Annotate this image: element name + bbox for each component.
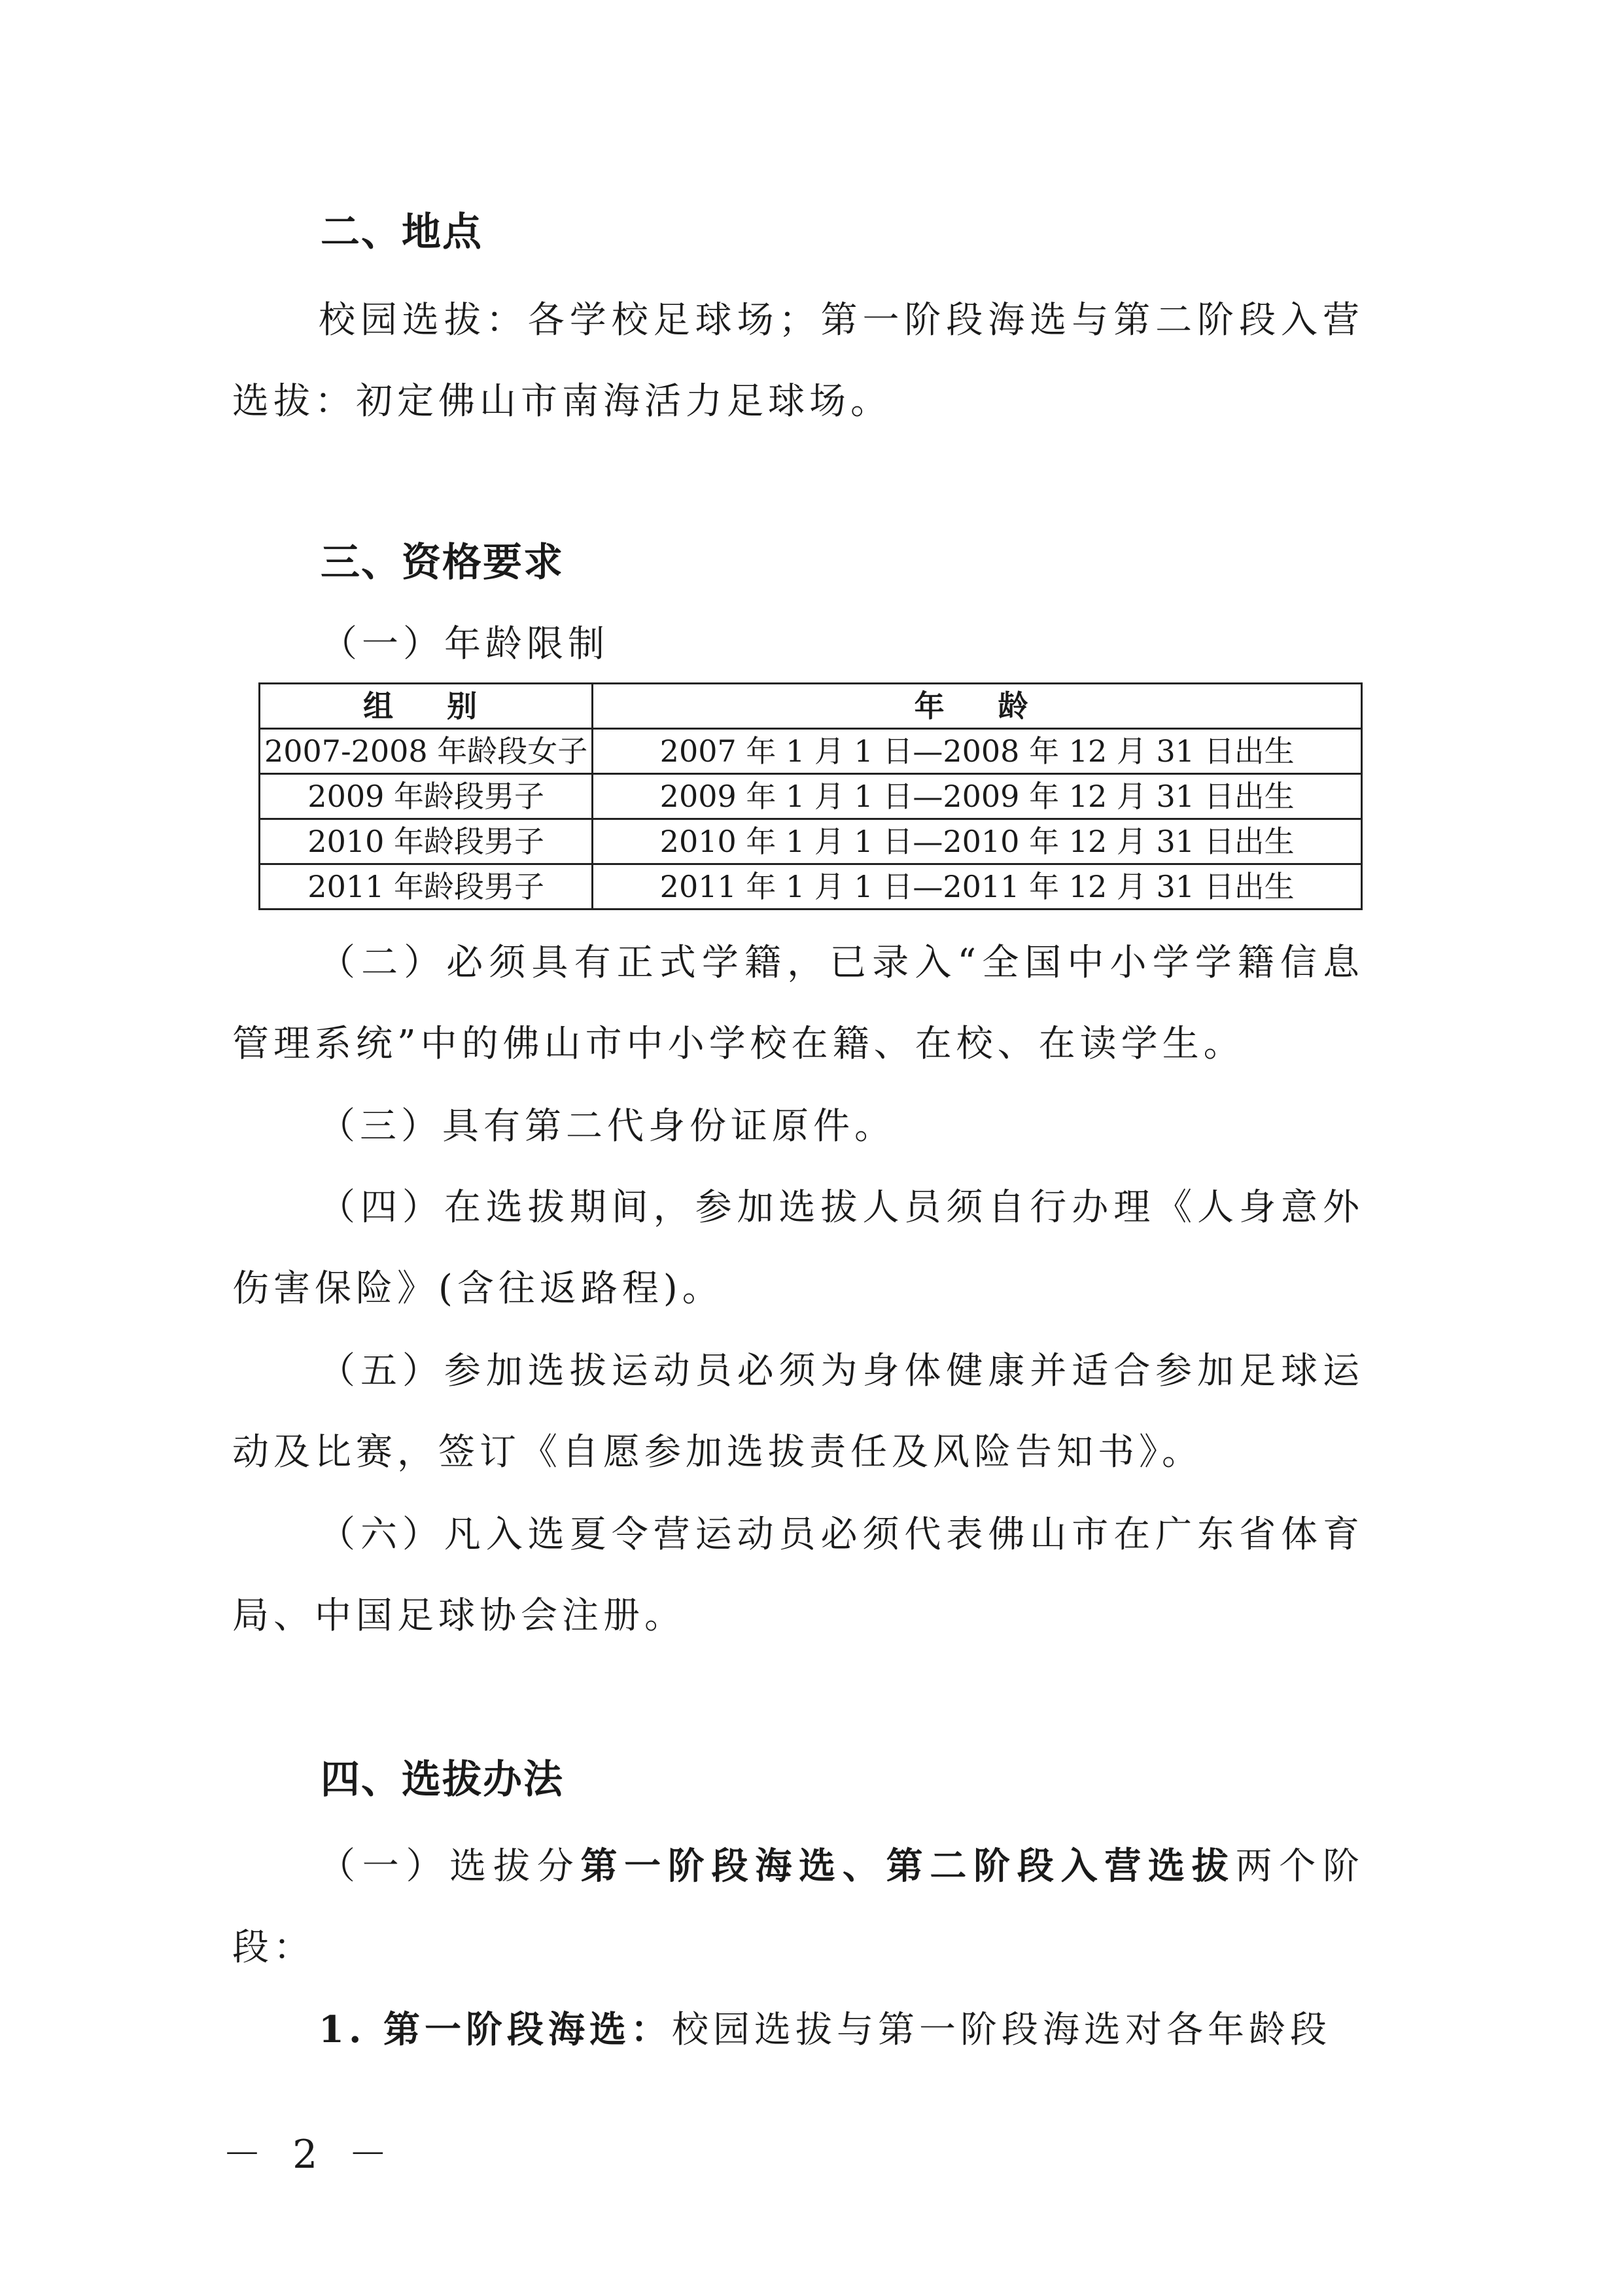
page-number: － 2 － [222, 2132, 397, 2178]
table-header-group: 组 别 [260, 684, 593, 729]
age-limit-table [258, 682, 1363, 910]
qualification-item-2: （二）必须具有正式学籍，已录入“全国中小学学籍信息管理系统”中的佛山市中小学校在籍、在校、在读学生。 [232, 942, 1364, 1065]
table-cell-group: 2010 年龄段男子 [260, 819, 593, 864]
section-heading-location: 二、地点 [321, 209, 483, 255]
selection-item-1-prefix: （一）选拔分 [319, 1845, 581, 1888]
table-cell-group: 2011 年龄段男子 [260, 864, 593, 910]
qualification-item-3: （三）具有第二代身份证原件。 [319, 1105, 896, 1148]
table-cell-age: 2009 年 1 月 1 日—2009 年 12 月 31 日出生 [593, 774, 1362, 819]
selection-item-1-bold: 第一阶段海选、第二阶段入营选拔 [580, 1845, 1236, 1888]
section-heading-selection-method: 四、选拔办法 [321, 1757, 564, 1803]
qualification-item-4: （四）在选拔期间，参加选拔人员须自行办理《人身意外伤害保险》(含往返路程)。 [232, 1186, 1364, 1310]
table-cell-group: 2009 年龄段男子 [260, 774, 593, 819]
selection-item-1-suffix: 两个阶段： [232, 1845, 1365, 1969]
qualification-item-6: （六）凡入选夏令营运动员必须代表佛山市在广东省体育局、中国足球协会注册。 [232, 1513, 1364, 1637]
qualification-item-5: （五）参加选拔运动员必须为身体健康并适合参加足球运动及比赛，签订《自愿参加选拔责任及风险告知书》。 [232, 1350, 1364, 1474]
table-cell-age: 2007 年 1 月 1 日—2008 年 12 月 31 日出生 [593, 729, 1362, 774]
table-header-age: 年 龄 [593, 684, 1362, 729]
selection-point-1-bold: 1. 第一阶段海选： [319, 2008, 672, 2051]
table-row [260, 729, 1362, 774]
age-limit-subheading: （一）年龄限制 [321, 623, 609, 665]
table-row [260, 774, 1362, 819]
location-paragraph: 校园选拔：各学校足球场；第一阶段海选与第二阶段入营选拔：初定佛山市南海活力足球场。 [232, 299, 1364, 423]
selection-point-1 [232, 1989, 1364, 2071]
table-cell-age: 2011 年 1 月 1 日—2011 年 12 月 31 日出生 [593, 864, 1362, 910]
section-heading-qualifications: 三、资格要求 [321, 540, 564, 586]
table-row [260, 819, 1362, 864]
table-cell-age: 2010 年 1 月 1 日—2010 年 12 月 31 日出生 [593, 819, 1362, 864]
selection-item-1 [232, 1826, 1364, 1988]
table-cell-group: 2007-2008 年龄段女子 [260, 729, 593, 774]
table-header-row [260, 684, 1362, 729]
selection-point-1-text: 校园选拔与第一阶段海选对各年龄段 [671, 2009, 1331, 2051]
table-row [260, 864, 1362, 910]
